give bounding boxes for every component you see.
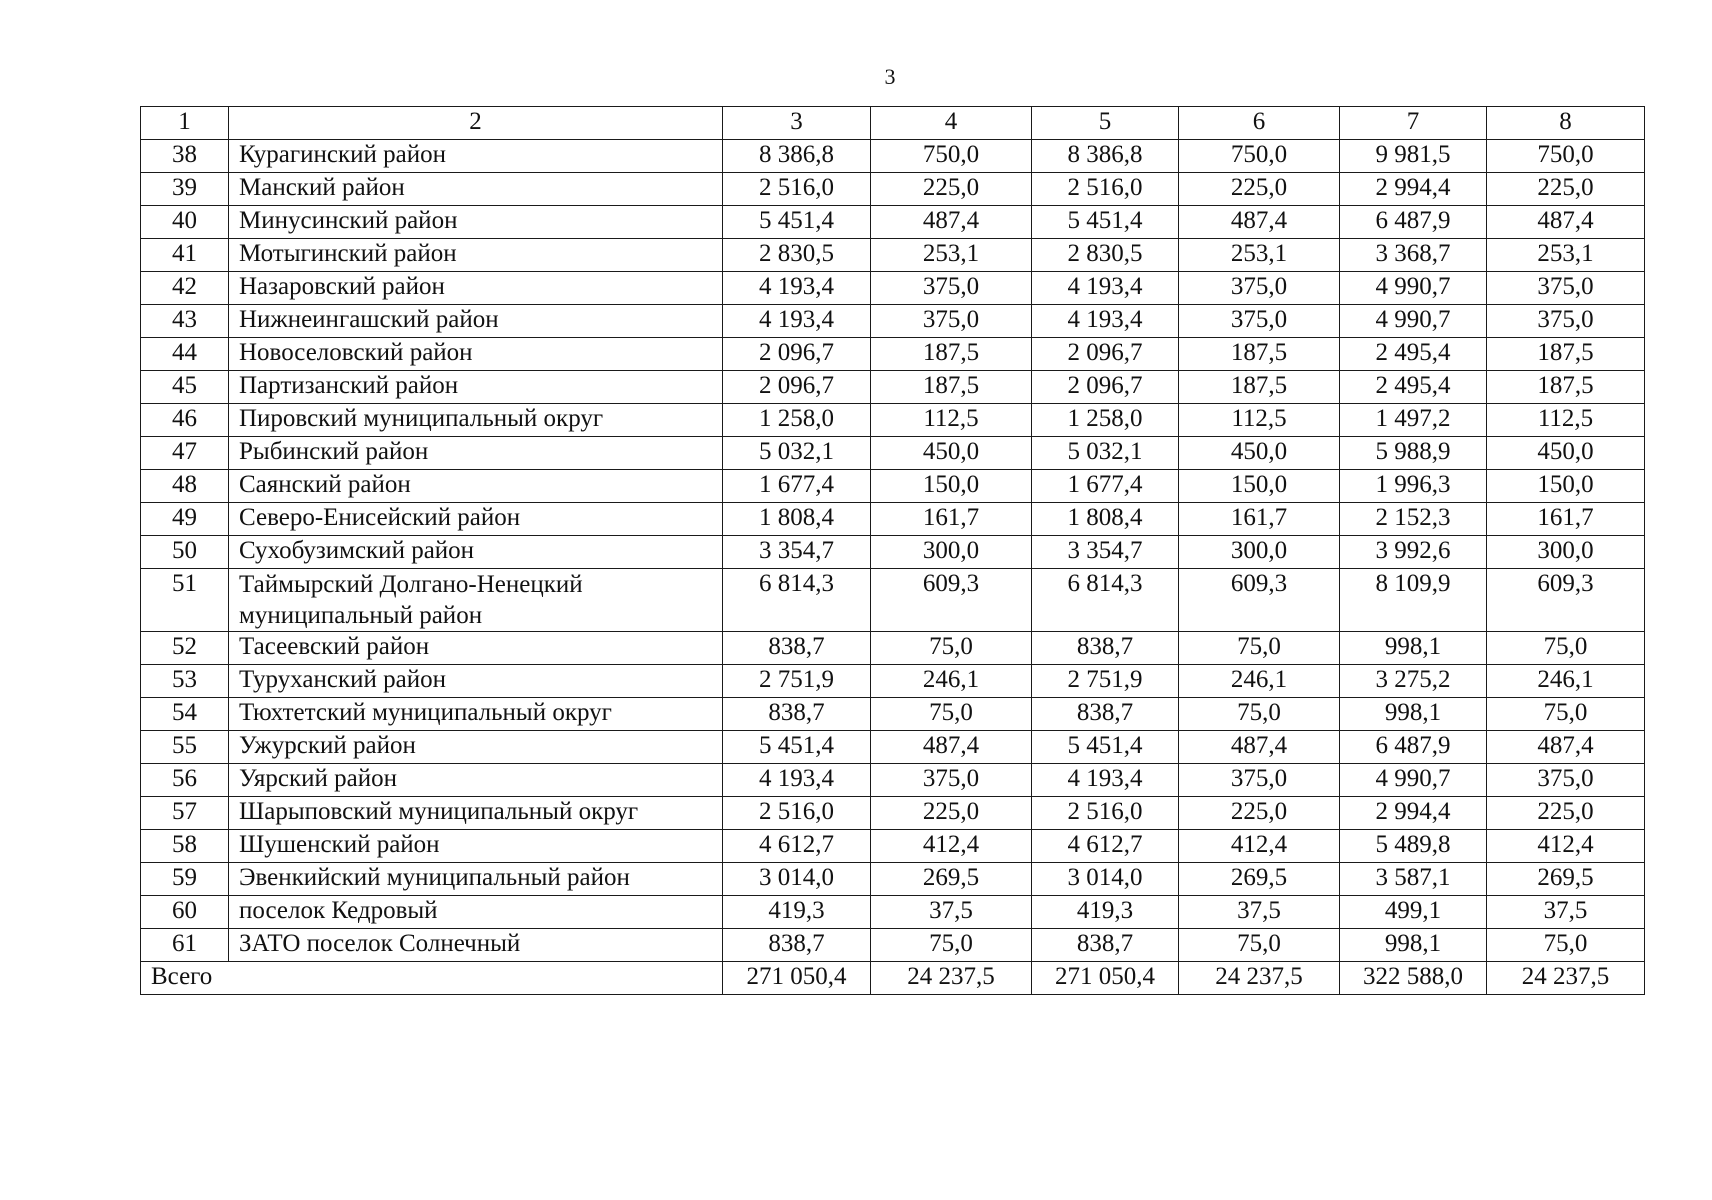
value-cell-col8: 112,5 [1487,404,1645,437]
header-cell: 8 [1487,107,1645,140]
value-cell-col3: 2 516,0 [723,173,871,206]
value-cell-col7: 3 587,1 [1340,863,1487,896]
row-number: 49 [141,503,229,536]
value-cell-col3: 4 193,4 [723,272,871,305]
header-cell: 3 [723,107,871,140]
value-cell-col4: 375,0 [871,764,1032,797]
table-row [141,371,1645,404]
municipality-name: ЗАТО поселок Солнечный [229,929,723,962]
municipality-name: Новоселовский район [229,338,723,371]
value-cell-col4: 246,1 [871,665,1032,698]
row-number: 51 [141,569,229,632]
value-cell-col3: 419,3 [723,896,871,929]
table-row [141,437,1645,470]
total-value-col3: 271 050,4 [723,962,871,995]
municipality-name: Рыбинский район [229,437,723,470]
value-cell-col4: 225,0 [871,797,1032,830]
municipality-name: Эвенкийский муниципальный район [229,863,723,896]
value-cell-col4: 450,0 [871,437,1032,470]
value-cell-col3: 4 612,7 [723,830,871,863]
value-cell-col3: 5 451,4 [723,206,871,239]
row-number: 48 [141,470,229,503]
value-cell-col4: 412,4 [871,830,1032,863]
row-number: 59 [141,863,229,896]
value-cell-col3: 838,7 [723,929,871,962]
value-cell-col6: 375,0 [1179,272,1340,305]
value-cell-col7: 6 487,9 [1340,731,1487,764]
value-cell-col5: 4 193,4 [1032,764,1179,797]
municipality-name: Нижнеингашский район [229,305,723,338]
table-row [141,338,1645,371]
value-cell-col5: 4 193,4 [1032,272,1179,305]
municipality-name: Мотыгинский район [229,239,723,272]
value-cell-col6: 75,0 [1179,698,1340,731]
value-cell-col4: 75,0 [871,698,1032,731]
value-cell-col6: 487,4 [1179,206,1340,239]
value-cell-col6: 225,0 [1179,173,1340,206]
municipality-name: Ужурский район [229,731,723,764]
value-cell-col4: 300,0 [871,536,1032,569]
value-cell-col5: 5 451,4 [1032,731,1179,764]
value-cell-col7: 2 994,4 [1340,173,1487,206]
value-cell-col5: 2 516,0 [1032,173,1179,206]
value-cell-col6: 112,5 [1179,404,1340,437]
value-cell-col4: 37,5 [871,896,1032,929]
value-cell-col5: 838,7 [1032,632,1179,665]
table-row [141,536,1645,569]
row-number: 60 [141,896,229,929]
value-cell-col3: 2 516,0 [723,797,871,830]
value-cell-col5: 5 032,1 [1032,437,1179,470]
row-number: 55 [141,731,229,764]
value-cell-col6: 225,0 [1179,797,1340,830]
municipality-name: Тасеевский район [229,632,723,665]
value-cell-col5: 3 014,0 [1032,863,1179,896]
value-cell-col7: 998,1 [1340,929,1487,962]
table-row [141,404,1645,437]
municipality-name: Пировский муниципальный округ [229,404,723,437]
value-cell-col8: 487,4 [1487,206,1645,239]
value-cell-col5: 1 258,0 [1032,404,1179,437]
value-cell-col8: 75,0 [1487,929,1645,962]
table-row [141,863,1645,896]
municipality-name: Назаровский район [229,272,723,305]
value-cell-col6: 269,5 [1179,863,1340,896]
municipality-name: поселок Кедровый [229,896,723,929]
value-cell-col7: 9 981,5 [1340,140,1487,173]
row-number: 40 [141,206,229,239]
value-cell-col4: 161,7 [871,503,1032,536]
value-cell-col6: 150,0 [1179,470,1340,503]
table-row [141,632,1645,665]
municipality-name: Саянский район [229,470,723,503]
table-row [141,764,1645,797]
table-row [141,140,1645,173]
value-cell-col6: 75,0 [1179,632,1340,665]
municipality-name: Шушенский район [229,830,723,863]
header-cell: 6 [1179,107,1340,140]
row-number: 41 [141,239,229,272]
value-cell-col5: 6 814,3 [1032,569,1179,632]
value-cell-col6: 609,3 [1179,569,1340,632]
table-row [141,206,1645,239]
value-cell-col7: 2 152,3 [1340,503,1487,536]
value-cell-col4: 375,0 [871,272,1032,305]
value-cell-col7: 4 990,7 [1340,272,1487,305]
value-cell-col5: 3 354,7 [1032,536,1179,569]
table-row [141,569,1645,632]
value-cell-col8: 37,5 [1487,896,1645,929]
value-cell-col8: 750,0 [1487,140,1645,173]
value-cell-col8: 269,5 [1487,863,1645,896]
value-cell-col6: 450,0 [1179,437,1340,470]
row-number: 53 [141,665,229,698]
row-number: 39 [141,173,229,206]
value-cell-col3: 838,7 [723,632,871,665]
value-cell-col7: 998,1 [1340,632,1487,665]
value-cell-col4: 187,5 [871,338,1032,371]
table-row [141,731,1645,764]
value-cell-col6: 187,5 [1179,338,1340,371]
value-cell-col5: 4 193,4 [1032,305,1179,338]
total-row [141,962,1645,995]
table-body [141,107,1645,995]
row-number: 45 [141,371,229,404]
row-number: 52 [141,632,229,665]
row-number: 44 [141,338,229,371]
value-cell-col6: 300,0 [1179,536,1340,569]
table-row [141,470,1645,503]
value-cell-col4: 487,4 [871,731,1032,764]
municipality-name: Курагинский район [229,140,723,173]
value-cell-col3: 2 751,9 [723,665,871,698]
value-cell-col6: 246,1 [1179,665,1340,698]
allocation-table [140,106,1645,995]
value-cell-col3: 5 032,1 [723,437,871,470]
value-cell-col7: 4 990,7 [1340,764,1487,797]
value-cell-col3: 2 096,7 [723,338,871,371]
value-cell-col6: 375,0 [1179,305,1340,338]
municipality-name: Туруханский район [229,665,723,698]
municipality-name: Северо-Енисейский район [229,503,723,536]
value-cell-col5: 419,3 [1032,896,1179,929]
row-number: 47 [141,437,229,470]
value-cell-col4: 187,5 [871,371,1032,404]
row-number: 58 [141,830,229,863]
value-cell-col6: 75,0 [1179,929,1340,962]
total-value-col8: 24 237,5 [1487,962,1645,995]
value-cell-col7: 499,1 [1340,896,1487,929]
value-cell-col6: 487,4 [1179,731,1340,764]
value-cell-col5: 1 808,4 [1032,503,1179,536]
value-cell-col4: 269,5 [871,863,1032,896]
total-label: Всего [141,962,723,995]
row-number: 61 [141,929,229,962]
value-cell-col7: 3 275,2 [1340,665,1487,698]
value-cell-col8: 187,5 [1487,338,1645,371]
value-cell-col8: 187,5 [1487,371,1645,404]
total-value-col4: 24 237,5 [871,962,1032,995]
municipality-name: Шарыповский муниципальный округ [229,797,723,830]
municipality-name: Минусинский район [229,206,723,239]
value-cell-col5: 2 751,9 [1032,665,1179,698]
value-cell-col7: 998,1 [1340,698,1487,731]
table-row [141,305,1645,338]
value-cell-col4: 150,0 [871,470,1032,503]
header-cell: 1 [141,107,229,140]
value-cell-col5: 838,7 [1032,698,1179,731]
value-cell-col6: 412,4 [1179,830,1340,863]
header-cell: 2 [229,107,723,140]
value-cell-col8: 300,0 [1487,536,1645,569]
value-cell-col3: 2 830,5 [723,239,871,272]
value-cell-col3: 2 096,7 [723,371,871,404]
value-cell-col8: 75,0 [1487,698,1645,731]
row-number: 42 [141,272,229,305]
total-value-col6: 24 237,5 [1179,962,1340,995]
value-cell-col3: 3 014,0 [723,863,871,896]
row-number: 56 [141,764,229,797]
value-cell-col8: 487,4 [1487,731,1645,764]
table-row [141,797,1645,830]
value-cell-col3: 838,7 [723,698,871,731]
value-cell-col3: 8 386,8 [723,140,871,173]
page-number: 3 [884,64,896,89]
column-number-header [141,107,1645,140]
value-cell-col7: 3 368,7 [1340,239,1487,272]
value-cell-col6: 750,0 [1179,140,1340,173]
table-row [141,665,1645,698]
value-cell-col7: 5 489,8 [1340,830,1487,863]
row-number: 57 [141,797,229,830]
value-cell-col4: 253,1 [871,239,1032,272]
value-cell-col8: 375,0 [1487,764,1645,797]
value-cell-col5: 1 677,4 [1032,470,1179,503]
value-cell-col5: 838,7 [1032,929,1179,962]
value-cell-col3: 6 814,3 [723,569,871,632]
value-cell-col8: 75,0 [1487,632,1645,665]
value-cell-col4: 112,5 [871,404,1032,437]
value-cell-col3: 4 193,4 [723,764,871,797]
value-cell-col3: 1 677,4 [723,470,871,503]
row-number: 54 [141,698,229,731]
value-cell-col6: 187,5 [1179,371,1340,404]
value-cell-col8: 253,1 [1487,239,1645,272]
value-cell-col6: 253,1 [1179,239,1340,272]
value-cell-col3: 1 258,0 [723,404,871,437]
table-row [141,896,1645,929]
value-cell-col4: 750,0 [871,140,1032,173]
value-cell-col5: 2 830,5 [1032,239,1179,272]
value-cell-col4: 375,0 [871,305,1032,338]
municipality-name: Манский район [229,173,723,206]
value-cell-col4: 75,0 [871,632,1032,665]
value-cell-col8: 375,0 [1487,272,1645,305]
value-cell-col8: 375,0 [1487,305,1645,338]
value-cell-col7: 1 996,3 [1340,470,1487,503]
table-row [141,239,1645,272]
value-cell-col5: 2 096,7 [1032,371,1179,404]
value-cell-col8: 225,0 [1487,797,1645,830]
value-cell-col5: 2 516,0 [1032,797,1179,830]
header-cell: 5 [1032,107,1179,140]
value-cell-col8: 412,4 [1487,830,1645,863]
value-cell-col7: 1 497,2 [1340,404,1487,437]
total-value-col5: 271 050,4 [1032,962,1179,995]
value-cell-col7: 4 990,7 [1340,305,1487,338]
value-cell-col7: 3 992,6 [1340,536,1487,569]
value-cell-col8: 450,0 [1487,437,1645,470]
value-cell-col3: 5 451,4 [723,731,871,764]
value-cell-col6: 375,0 [1179,764,1340,797]
table-row [141,503,1645,536]
value-cell-col3: 3 354,7 [723,536,871,569]
table-row [141,173,1645,206]
value-cell-col4: 75,0 [871,929,1032,962]
value-cell-col7: 2 495,4 [1340,371,1487,404]
row-number: 46 [141,404,229,437]
table-row [141,929,1645,962]
table-row [141,272,1645,305]
row-number: 38 [141,140,229,173]
value-cell-col8: 225,0 [1487,173,1645,206]
total-value-col7: 322 588,0 [1340,962,1487,995]
municipality-name: Уярский район [229,764,723,797]
value-cell-col3: 1 808,4 [723,503,871,536]
value-cell-col4: 487,4 [871,206,1032,239]
value-cell-col5: 2 096,7 [1032,338,1179,371]
value-cell-col5: 8 386,8 [1032,140,1179,173]
value-cell-col5: 5 451,4 [1032,206,1179,239]
row-number: 50 [141,536,229,569]
header-cell: 4 [871,107,1032,140]
row-number: 43 [141,305,229,338]
value-cell-col8: 609,3 [1487,569,1645,632]
header-cell: 7 [1340,107,1487,140]
value-cell-col6: 161,7 [1179,503,1340,536]
value-cell-col7: 6 487,9 [1340,206,1487,239]
value-cell-col5: 4 612,7 [1032,830,1179,863]
value-cell-col7: 5 988,9 [1340,437,1487,470]
value-cell-col8: 150,0 [1487,470,1645,503]
municipality-name: Партизанский район [229,371,723,404]
value-cell-col8: 161,7 [1487,503,1645,536]
value-cell-col3: 4 193,4 [723,305,871,338]
value-cell-col6: 37,5 [1179,896,1340,929]
municipality-name: Таймырский Долгано-Ненецкий муниципальный район [229,569,723,632]
value-cell-col4: 225,0 [871,173,1032,206]
value-cell-col8: 246,1 [1487,665,1645,698]
value-cell-col7: 8 109,9 [1340,569,1487,632]
municipality-name: Сухобузимский район [229,536,723,569]
value-cell-col7: 2 495,4 [1340,338,1487,371]
table-row [141,698,1645,731]
municipality-name: Тюхтетский муниципальный округ [229,698,723,731]
table-row [141,830,1645,863]
value-cell-col7: 2 994,4 [1340,797,1487,830]
value-cell-col4: 609,3 [871,569,1032,632]
